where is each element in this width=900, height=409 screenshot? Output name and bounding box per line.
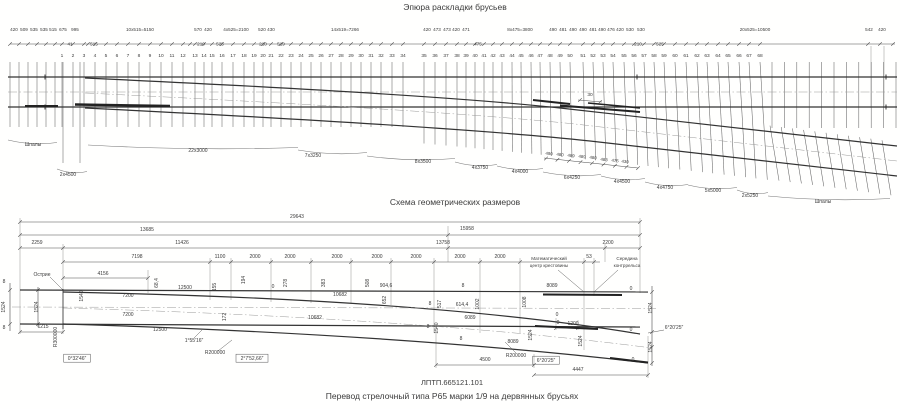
dim-label: 490 bbox=[549, 27, 557, 32]
dim-label: 49 bbox=[557, 54, 563, 59]
dim-label: 570 bbox=[194, 27, 202, 32]
dim-label: центр крестовины bbox=[529, 263, 569, 268]
dim-label: 22 bbox=[278, 54, 284, 59]
dim-label: 17 bbox=[230, 54, 236, 59]
dim-label: 0 bbox=[555, 312, 559, 318]
dim-label: 1540 bbox=[79, 290, 85, 302]
dim-label: 36 bbox=[432, 54, 438, 59]
dim-label: 35 bbox=[421, 54, 427, 59]
dim-label: 40 bbox=[472, 54, 478, 59]
dim-label: 8 bbox=[461, 283, 465, 289]
dim-label: 489 bbox=[567, 152, 575, 159]
dim-label: 471 bbox=[462, 27, 470, 32]
dim-label: 383 bbox=[321, 278, 327, 288]
dim-label: 8 bbox=[2, 325, 6, 331]
dim-label: 1 bbox=[60, 54, 64, 59]
bottom-dim-rows bbox=[8, 218, 654, 378]
dim-label: 6 bbox=[115, 54, 119, 59]
dim-label: 44 bbox=[509, 54, 515, 59]
dim-label: 490 bbox=[569, 27, 577, 32]
dim-label: 8 bbox=[426, 324, 430, 330]
dim-label: 56 bbox=[631, 54, 637, 59]
dim-label: 45 bbox=[518, 54, 524, 59]
dim-label: 2°7′52,66″ bbox=[240, 356, 264, 362]
dim-label: 515 bbox=[90, 41, 98, 47]
dim-label: Математический bbox=[531, 256, 567, 261]
dim-label: 2000 bbox=[494, 254, 506, 260]
dim-label: 1008 bbox=[522, 296, 528, 308]
dim-label: 8 bbox=[137, 54, 141, 59]
dim-label: 1°55′16″ bbox=[184, 338, 204, 344]
dim-label: 155 bbox=[212, 282, 218, 292]
dim-label: 68 bbox=[757, 54, 763, 59]
top-group-brackets bbox=[8, 140, 890, 205]
dim-label: 490 bbox=[598, 27, 606, 32]
dim-label: 4156 bbox=[97, 271, 109, 277]
dim-label: R200000 bbox=[204, 350, 226, 356]
dim-label: 12 bbox=[180, 54, 186, 59]
bottom-labels bbox=[1, 214, 684, 373]
dim-label: 38 bbox=[454, 54, 460, 59]
dim-label: 5 bbox=[104, 54, 108, 59]
dim-label: 15 bbox=[209, 54, 215, 59]
dim-label: 8089 bbox=[546, 283, 558, 289]
dim-label: 614,4 bbox=[455, 302, 469, 308]
dim-label: 652 bbox=[382, 295, 388, 305]
dim-label: 1524 bbox=[648, 302, 654, 314]
dim-label: 4x4000 bbox=[511, 169, 529, 175]
dim-label: 520 bbox=[258, 27, 266, 32]
dim-label: 41 bbox=[481, 54, 487, 59]
dim-label: 34 bbox=[400, 54, 406, 59]
dim-label: 481 bbox=[559, 27, 567, 32]
dim-label: 2x5250 bbox=[741, 193, 759, 199]
dim-label: 18 bbox=[241, 54, 247, 59]
dim-label: 530 bbox=[626, 27, 634, 32]
dim-label: 904,6 bbox=[379, 283, 393, 289]
dim-label: 9 bbox=[148, 54, 152, 59]
dim-label: 22x3000 bbox=[188, 148, 208, 154]
dim-label: 42 bbox=[490, 54, 496, 59]
dim-label: 12500 bbox=[153, 327, 167, 333]
dim-label: 6°20′25″ bbox=[664, 325, 684, 331]
dim-label: 60 bbox=[672, 54, 678, 59]
dim-label: 62 bbox=[694, 54, 700, 59]
dim-label: 26 bbox=[318, 54, 324, 59]
dim-label: 8x475=3800 bbox=[507, 27, 533, 32]
dim-label: 54 bbox=[610, 54, 616, 59]
dim-label: 4 bbox=[93, 54, 97, 59]
bottom-rails bbox=[12, 270, 664, 363]
dim-label: 7198 bbox=[131, 254, 143, 260]
dim-label: 61 bbox=[683, 54, 689, 59]
dim-label: 420 bbox=[452, 27, 460, 32]
dim-label: 8 bbox=[459, 336, 463, 342]
top-diagram-title: Эпюра раскладки брусьев bbox=[403, 2, 507, 12]
dim-label: 481 bbox=[589, 27, 597, 32]
dim-label: 39 bbox=[463, 54, 469, 59]
dim-label: 420 bbox=[423, 27, 431, 32]
dim-label: 2x4500 bbox=[59, 172, 77, 178]
dim-label: 63 bbox=[704, 54, 710, 59]
dim-label: 31 bbox=[368, 54, 374, 59]
dim-label: 12500 bbox=[178, 285, 192, 291]
dim-label: 13 bbox=[192, 54, 198, 59]
dim-label: 7 bbox=[126, 54, 130, 59]
dim-label: 278 bbox=[283, 278, 289, 288]
dim-label: 10682 bbox=[333, 292, 347, 298]
dim-label: 11 bbox=[169, 54, 175, 59]
dim-label: 2000 bbox=[410, 254, 422, 260]
dim-label: 473 bbox=[443, 27, 451, 32]
dim-label: 10 bbox=[158, 54, 164, 59]
dim-label: 7200 bbox=[122, 293, 134, 299]
dim-label: 542 bbox=[865, 27, 873, 32]
dim-label: 8 bbox=[428, 301, 432, 307]
dim-label: 1524 bbox=[648, 341, 654, 353]
dim-label: 16 bbox=[219, 54, 225, 59]
dim-label: 13758 bbox=[436, 240, 450, 246]
dim-label: 46 bbox=[528, 54, 534, 59]
dim-label: 6°20′25″ bbox=[536, 358, 556, 364]
dim-label: 525 bbox=[656, 41, 664, 47]
dim-label: 15958 bbox=[460, 226, 474, 232]
dim-label: 4x4750 bbox=[656, 185, 674, 191]
dim-label: 509 bbox=[20, 27, 28, 32]
dim-label: 194 bbox=[241, 275, 247, 285]
dim-label: 51 bbox=[580, 54, 586, 59]
dim-label: 480 bbox=[556, 151, 564, 158]
dim-label: 48 bbox=[547, 54, 553, 59]
dim-label: 43 bbox=[499, 54, 505, 59]
dim-label: 41 bbox=[67, 41, 73, 47]
dim-label: 515 bbox=[49, 27, 57, 32]
dim-label: 57 bbox=[641, 54, 647, 59]
dim-label: 535 bbox=[30, 27, 38, 32]
dim-label: 430 bbox=[267, 27, 275, 32]
dim-label: 2000 bbox=[331, 254, 343, 260]
dim-label: 14x519=7266 bbox=[331, 27, 359, 32]
dim-label: 8089 bbox=[507, 339, 519, 345]
dim-label: 6x4250 bbox=[563, 175, 581, 181]
dim-label: 65 bbox=[725, 54, 731, 59]
dim-label: 0°32′46″ bbox=[67, 356, 87, 362]
dim-label: Шпалы bbox=[814, 199, 832, 205]
dim-label: 0 bbox=[629, 286, 633, 292]
dim-label: 37 bbox=[443, 54, 449, 59]
dim-label: 2000 bbox=[454, 254, 466, 260]
dim-label: 1215 bbox=[37, 324, 49, 330]
dim-label: 7200 bbox=[122, 312, 134, 318]
dim-label: 0 bbox=[556, 320, 560, 326]
dim-label: 52 bbox=[590, 54, 596, 59]
document-number: ЛПТП.665121.101 bbox=[421, 378, 483, 387]
dim-label: 53 bbox=[586, 254, 592, 260]
dim-label: Шпалы bbox=[24, 142, 42, 148]
dim-label: 10x515=5150 bbox=[126, 27, 154, 32]
dim-label: R200000 bbox=[505, 353, 527, 359]
dim-label: 420 bbox=[10, 27, 18, 32]
dim-label: R300000 bbox=[53, 326, 59, 348]
dim-label: 1100 bbox=[214, 254, 226, 260]
dim-label: 490 bbox=[579, 27, 587, 32]
dim-label: 8x3500 bbox=[414, 159, 432, 165]
dim-label: 535 bbox=[40, 27, 48, 32]
dim-label: 210 bbox=[197, 41, 205, 47]
bottom-diagram-title: Схема геометрических размеров bbox=[389, 197, 521, 207]
dim-label: контррельса bbox=[613, 263, 641, 268]
dim-label: 1200 bbox=[567, 321, 579, 327]
dim-label: 473 bbox=[433, 27, 441, 32]
dim-label: 64 bbox=[715, 54, 721, 59]
dim-label: 1524 bbox=[578, 335, 584, 347]
dim-label: 11426 bbox=[175, 240, 189, 246]
dim-label: 10682 bbox=[308, 315, 322, 321]
dim-label: 33 bbox=[389, 54, 395, 59]
dim-label: 210 bbox=[634, 41, 642, 47]
dim-label: 19 bbox=[251, 54, 257, 59]
dim-label: 58 bbox=[651, 54, 657, 59]
dim-label: 210 bbox=[259, 41, 267, 47]
dim-label: 47 bbox=[537, 54, 543, 59]
dim-label: 30 bbox=[587, 93, 593, 98]
dim-label: 27 bbox=[328, 54, 334, 59]
dim-label: 995 bbox=[71, 27, 79, 32]
dim-label: 517 bbox=[437, 299, 443, 309]
dim-label: 0 bbox=[629, 327, 633, 333]
dim-label: 480 bbox=[589, 154, 597, 161]
dim-label: 30 bbox=[358, 54, 364, 59]
dim-label: 59 bbox=[661, 54, 667, 59]
dim-label: 6089 bbox=[464, 315, 476, 321]
dim-label: 5x5000 bbox=[704, 188, 722, 194]
dim-label: 4x3750 bbox=[471, 165, 489, 171]
dim-label: 1540 bbox=[434, 322, 440, 334]
dim-label: 530 bbox=[637, 27, 645, 32]
top-sleeper-numbers bbox=[61, 53, 763, 59]
document-caption: Перевод стрелочный типа Р65 марки 1/9 на дервянных брусьях bbox=[325, 391, 579, 401]
dim-label: 483 bbox=[600, 156, 608, 163]
dim-label: 1002 bbox=[475, 298, 481, 310]
dim-label: Середина bbox=[616, 256, 638, 261]
dim-label: 7x3250 bbox=[304, 153, 322, 159]
dim-label: Острие bbox=[33, 272, 51, 278]
dim-label: 430 bbox=[621, 158, 629, 165]
dim-label: 476 bbox=[607, 27, 615, 32]
dim-label: 8 bbox=[2, 279, 6, 285]
dim-label: 489 bbox=[578, 153, 586, 160]
dim-label: 4x4500 bbox=[613, 179, 631, 185]
dim-label: 68,4 bbox=[154, 278, 160, 288]
dim-label: 2000 bbox=[371, 254, 383, 260]
dim-label: 675 bbox=[59, 27, 67, 32]
dim-label: 20x525=10500 bbox=[739, 27, 771, 32]
dim-label: 24 bbox=[298, 54, 304, 59]
dim-label: 0 bbox=[271, 284, 275, 290]
top-sleepers bbox=[10, 62, 896, 195]
dim-label: 4447 bbox=[572, 367, 584, 373]
dim-label: 2200 bbox=[602, 240, 614, 246]
dim-label: 32 bbox=[378, 54, 384, 59]
dim-label: 420 bbox=[204, 27, 212, 32]
dim-label: 508 bbox=[365, 278, 371, 288]
dim-label: 420 bbox=[878, 27, 886, 32]
dim-label: 55 bbox=[621, 54, 627, 59]
dim-label: 0 bbox=[631, 357, 635, 363]
dim-label: 29643 bbox=[290, 214, 304, 220]
dim-label: 66 bbox=[736, 54, 742, 59]
dim-label: 525 bbox=[216, 41, 224, 47]
dim-label: 29 bbox=[348, 54, 354, 59]
dim-label: 25 bbox=[308, 54, 314, 59]
dim-label: 4x525=2100 bbox=[223, 27, 249, 32]
dim-label: 172 bbox=[222, 312, 228, 322]
dim-label: 28 bbox=[338, 54, 344, 59]
dim-label: 13685 bbox=[140, 227, 154, 233]
dim-label: 23 bbox=[288, 54, 294, 59]
dim-label: 21 bbox=[268, 54, 274, 59]
dim-label: 475 bbox=[474, 41, 482, 47]
dim-label: 50 bbox=[567, 54, 573, 59]
dim-label: 3 bbox=[82, 54, 86, 59]
dim-label: 20 bbox=[260, 54, 266, 59]
dim-label: 420 bbox=[616, 27, 624, 32]
dim-label: 2000 bbox=[284, 254, 296, 260]
dim-label: 475 bbox=[611, 157, 619, 164]
dim-label: 53 bbox=[600, 54, 606, 59]
dim-label: 2259 bbox=[31, 240, 43, 246]
dim-label: 1524 bbox=[528, 329, 534, 341]
dim-label: 14 bbox=[201, 54, 207, 59]
dim-label: 490 bbox=[545, 150, 553, 157]
dim-label: 1524 bbox=[1, 301, 7, 313]
dim-label: 2 bbox=[71, 54, 75, 59]
dim-label: 67 bbox=[746, 54, 752, 59]
dim-label: 1524 bbox=[34, 301, 40, 313]
dim-label: 4500 bbox=[479, 357, 491, 363]
dim-label: 519 bbox=[277, 41, 285, 47]
dim-label: 2000 bbox=[249, 254, 261, 260]
